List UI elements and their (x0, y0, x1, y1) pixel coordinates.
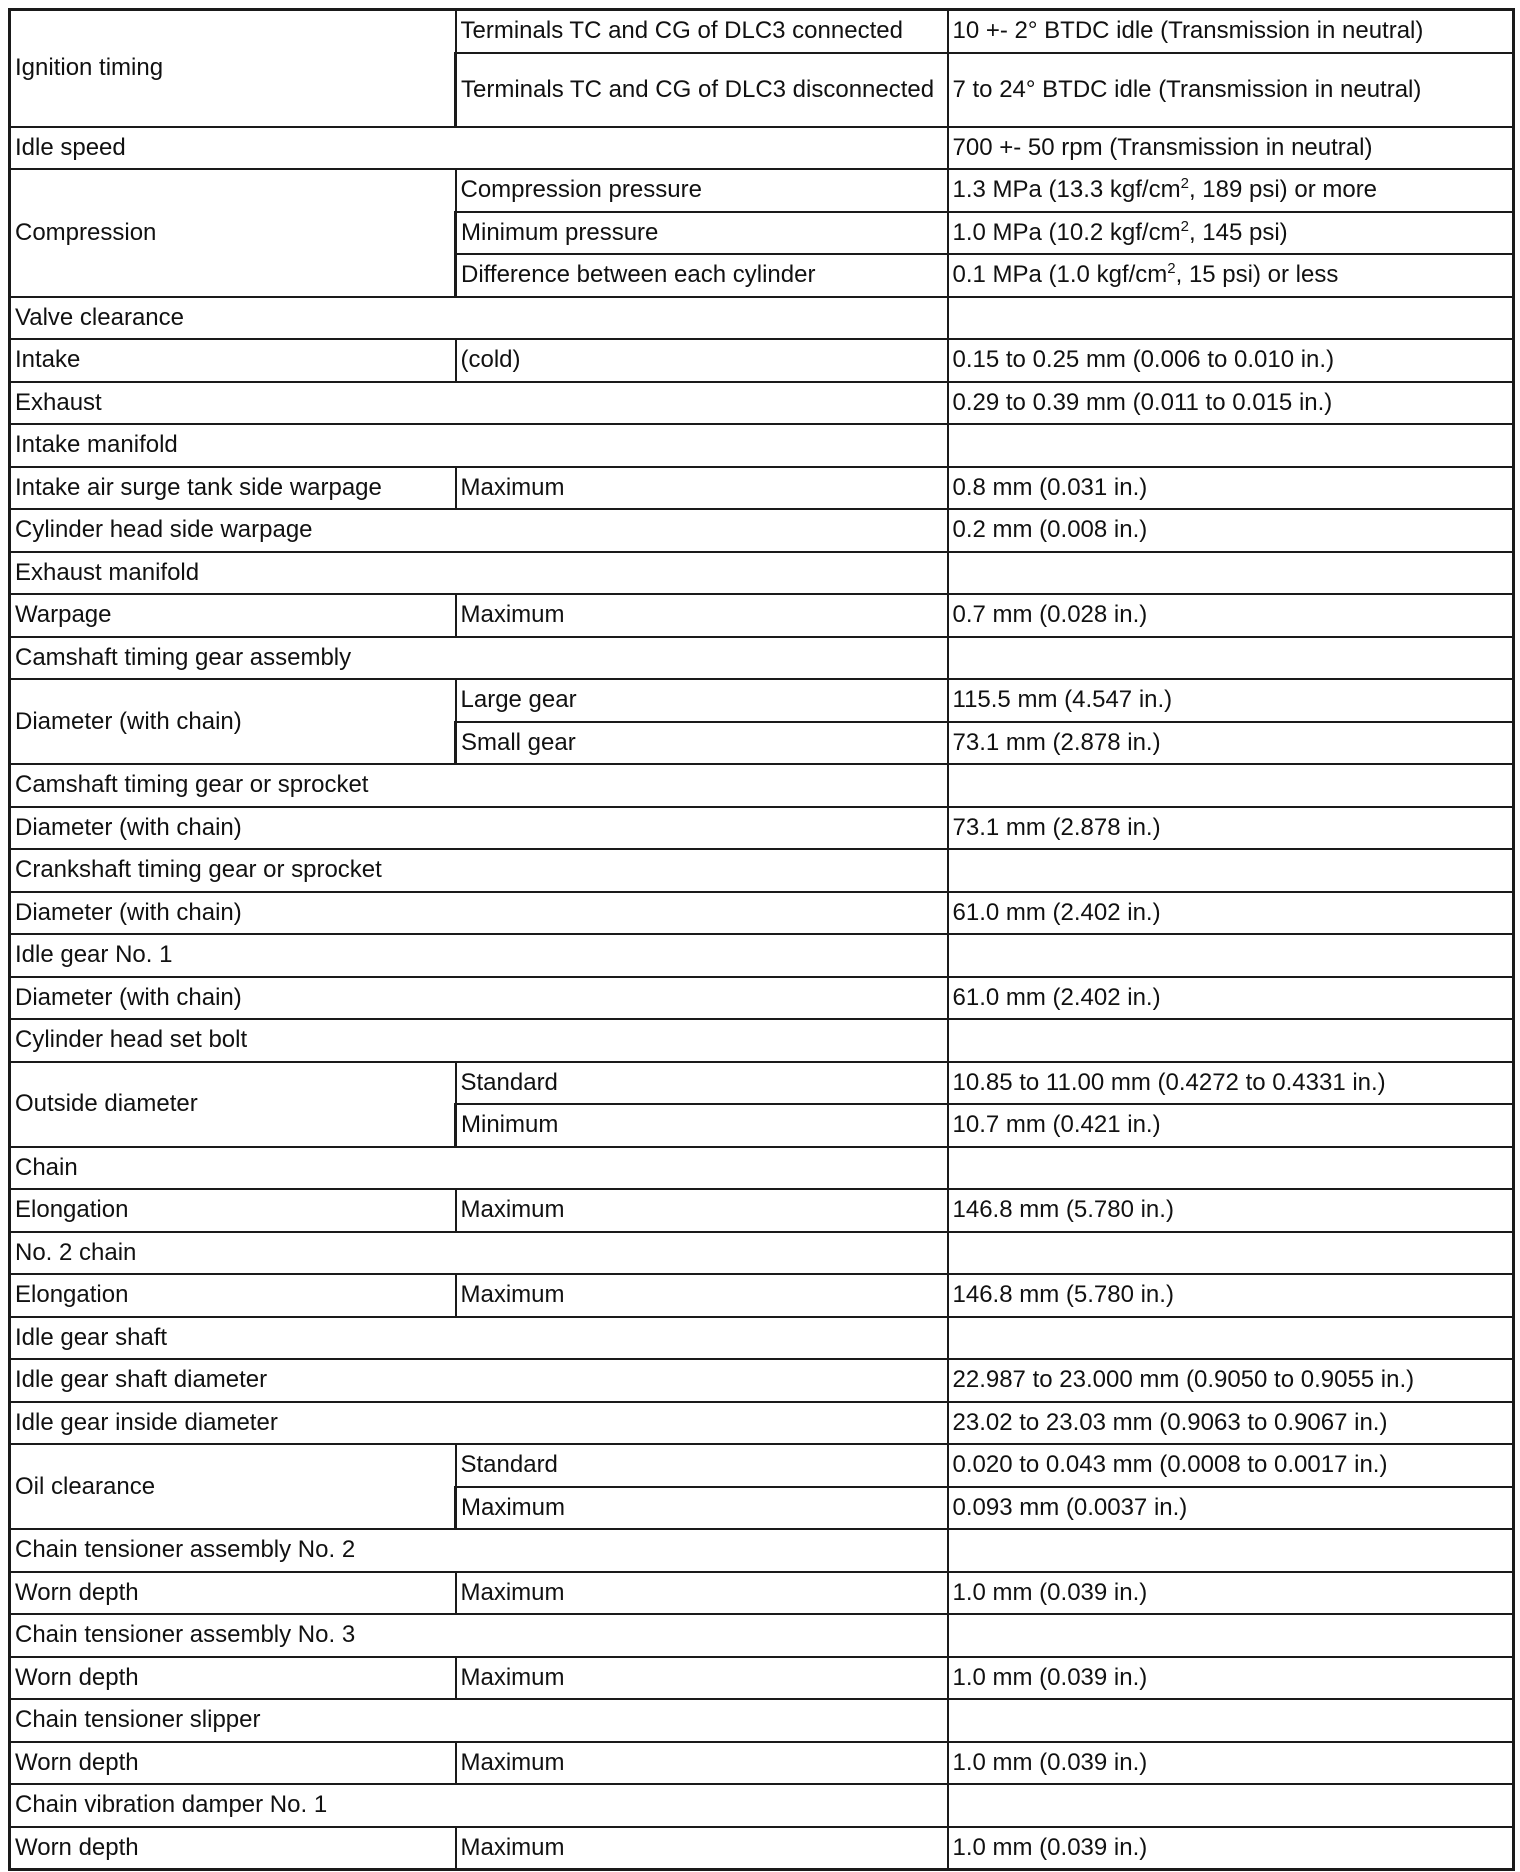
condition-cell: Maximum (456, 1189, 948, 1232)
section-heading: Intake manifold (10, 424, 948, 467)
spec-cell: 0.29 to 0.39 mm (0.011 to 0.015 in.) (948, 382, 1514, 425)
table-row (10, 467, 1514, 510)
spec-cell (948, 424, 1514, 467)
table-row (10, 1359, 1514, 1402)
spec-cell: 115.5 mm (4.547 in.) (948, 679, 1514, 722)
spec-cell (948, 1529, 1514, 1572)
section-row (10, 1529, 1514, 1572)
section-heading: Camshaft timing gear or sprocket (10, 764, 948, 807)
section-row (10, 637, 1514, 680)
item-cell: Diameter (with chain) (10, 892, 948, 935)
spec-cell (948, 552, 1514, 595)
section-row (10, 1699, 1514, 1742)
section-heading: Valve clearance (10, 297, 948, 340)
table-row (10, 509, 1514, 552)
condition-cell: Maximum (456, 1572, 948, 1615)
condition-cell: Terminals TC and CG of DLC3 connected (456, 10, 948, 53)
condition-cell: Maximum (456, 1742, 948, 1785)
condition-cell: Standard (456, 1062, 948, 1105)
spec-cell: 10.85 to 11.00 mm (0.4272 to 0.4331 in.) (948, 1062, 1514, 1105)
condition-cell: Maximum (456, 1487, 948, 1530)
condition-cell: Maximum (456, 1657, 948, 1700)
spec-cell: 10 +- 2° BTDC idle (Transmission in neutral) (948, 10, 1514, 53)
item-cell: Worn depth (10, 1572, 456, 1615)
item-cell: Idle speed (10, 127, 948, 170)
section-heading: Chain tensioner assembly No. 3 (10, 1614, 948, 1657)
spec-cell: 73.1 mm (2.878 in.) (948, 807, 1514, 850)
spec-cell (948, 1699, 1514, 1742)
table-row (10, 679, 1514, 722)
table-row (10, 169, 1514, 212)
table-row (10, 382, 1514, 425)
spec-cell (948, 1317, 1514, 1360)
table-row (10, 1444, 1514, 1487)
section-row (10, 849, 1514, 892)
item-cell: Warpage (10, 594, 456, 637)
condition-cell: Maximum (456, 467, 948, 510)
condition-cell: (cold) (456, 339, 948, 382)
spec-cell (948, 297, 1514, 340)
item-cell: Exhaust (10, 382, 948, 425)
table-row (10, 1572, 1514, 1615)
table-row (10, 1742, 1514, 1785)
item-cell: Outside diameter (10, 1062, 456, 1147)
section-row (10, 934, 1514, 977)
item-cell: Diameter (with chain) (10, 977, 948, 1020)
item-cell: Cylinder head side warpage (10, 509, 948, 552)
item-cell: Worn depth (10, 1742, 456, 1785)
condition-cell: Small gear (456, 722, 948, 765)
condition-cell: Maximum (456, 1827, 948, 1870)
table-row (10, 10, 1514, 53)
spec-cell: 23.02 to 23.03 mm (0.9063 to 0.9067 in.) (948, 1402, 1514, 1445)
table-row (10, 977, 1514, 1020)
section-row (10, 1317, 1514, 1360)
section-heading: Cylinder head set bolt (10, 1019, 948, 1062)
condition-cell: Large gear (456, 679, 948, 722)
item-cell: Diameter (with chain) (10, 807, 948, 850)
section-row (10, 1019, 1514, 1062)
table-row (10, 1402, 1514, 1445)
section-heading: Camshaft timing gear assembly (10, 637, 948, 680)
spec-cell: 0.1 MPa (1.0 kgf/$cm^2$, 15 psi) or less (948, 254, 1514, 297)
spec-cell: 7 to 24° BTDC idle (Transmission in neutral) (948, 53, 1514, 127)
section-heading: Crankshaft timing gear or sprocket (10, 849, 948, 892)
section-heading: Chain tensioner assembly No. 2 (10, 1529, 948, 1572)
section-heading: Exhaust manifold (10, 552, 948, 595)
table-row (10, 594, 1514, 637)
section-row (10, 1614, 1514, 1657)
spec-cell: 146.8 mm (5.780 in.) (948, 1274, 1514, 1317)
condition-cell: Standard (456, 1444, 948, 1487)
section-row (10, 552, 1514, 595)
section-row (10, 297, 1514, 340)
item-cell: Diameter (with chain) (10, 679, 456, 764)
spec-cell (948, 637, 1514, 680)
spec-cell: 61.0 mm (2.402 in.) (948, 977, 1514, 1020)
section-row (10, 1147, 1514, 1190)
item-cell: Ignition timing (10, 10, 456, 127)
table-row (10, 127, 1514, 170)
spec-cell: 0.15 to 0.25 mm (0.006 to 0.010 in.) (948, 339, 1514, 382)
item-cell: Elongation (10, 1274, 456, 1317)
spec-cell: 0.093 mm (0.0037 in.) (948, 1487, 1514, 1530)
spec-cell: 1.3 MPa (13.3 kgf/$cm^2$, 189 psi) or more (948, 169, 1514, 212)
item-cell: Idle gear shaft diameter (10, 1359, 948, 1402)
condition-cell: Minimum (456, 1104, 948, 1147)
spec-cell: 22.987 to 23.000 mm (0.9050 to 0.9055 in.) (948, 1359, 1514, 1402)
condition-cell: Terminals TC and CG of DLC3 disconnected (456, 53, 948, 127)
spec-cell: 1.0 mm (0.039 in.) (948, 1827, 1514, 1870)
spec-cell (948, 1019, 1514, 1062)
condition-cell: Minimum pressure (456, 212, 948, 255)
table-row (10, 892, 1514, 935)
spec-cell (948, 934, 1514, 977)
spec-cell: 0.8 mm (0.031 in.) (948, 467, 1514, 510)
table-row (10, 1827, 1514, 1870)
condition-cell: Maximum (456, 594, 948, 637)
spec-cell: 700 +- 50 rpm (Transmission in neutral) (948, 127, 1514, 170)
section-row (10, 424, 1514, 467)
spec-cell: 1.0 mm (0.039 in.) (948, 1742, 1514, 1785)
spec-cell (948, 1614, 1514, 1657)
spec-cell: 0.7 mm (0.028 in.) (948, 594, 1514, 637)
item-cell: Compression (10, 169, 456, 297)
table-row (10, 1274, 1514, 1317)
table-row (10, 1189, 1514, 1232)
spec-cell: 1.0 mm (0.039 in.) (948, 1657, 1514, 1700)
spec-cell: 146.8 mm (5.780 in.) (948, 1189, 1514, 1232)
section-heading: Idle gear No. 1 (10, 934, 948, 977)
section-heading: Chain (10, 1147, 948, 1190)
spec-cell: 1.0 mm (0.039 in.) (948, 1572, 1514, 1615)
spec-cell (948, 1784, 1514, 1827)
spec-cell (948, 1232, 1514, 1275)
item-cell: Intake (10, 339, 456, 382)
spec-cell (948, 764, 1514, 807)
section-heading: Chain vibration damper No. 1 (10, 1784, 948, 1827)
spec-cell: 73.1 mm (2.878 in.) (948, 722, 1514, 765)
table-row (10, 807, 1514, 850)
spec-cell: 10.7 mm (0.421 in.) (948, 1104, 1514, 1147)
item-cell: Oil clearance (10, 1444, 456, 1529)
spec-cell (948, 1147, 1514, 1190)
section-heading: No. 2 chain (10, 1232, 948, 1275)
item-cell: Idle gear inside diameter (10, 1402, 948, 1445)
item-cell: Elongation (10, 1189, 456, 1232)
section-heading: Idle gear shaft (10, 1317, 948, 1360)
spec-table-container (8, 8, 1515, 1871)
condition-cell: Maximum (456, 1274, 948, 1317)
item-cell: Intake air surge tank side warpage (10, 467, 456, 510)
item-cell: Worn depth (10, 1827, 456, 1870)
spec-cell: 61.0 mm (2.402 in.) (948, 892, 1514, 935)
spec-cell: 1.0 MPa (10.2 kgf/$cm^2$, 145 psi) (948, 212, 1514, 255)
spec-cell (948, 849, 1514, 892)
section-row (10, 764, 1514, 807)
table-row (10, 339, 1514, 382)
section-row (10, 1784, 1514, 1827)
condition-cell: Compression pressure (456, 169, 948, 212)
table-row (10, 1062, 1514, 1105)
condition-cell: Difference between each cylinder (456, 254, 948, 297)
table-row (10, 1657, 1514, 1700)
specification-table (8, 8, 1515, 1871)
item-cell: Worn depth (10, 1657, 456, 1700)
section-row (10, 1232, 1514, 1275)
spec-cell: 0.2 mm (0.008 in.) (948, 509, 1514, 552)
section-heading: Chain tensioner slipper (10, 1699, 948, 1742)
spec-cell: 0.020 to 0.043 mm (0.0008 to 0.0017 in.) (948, 1444, 1514, 1487)
